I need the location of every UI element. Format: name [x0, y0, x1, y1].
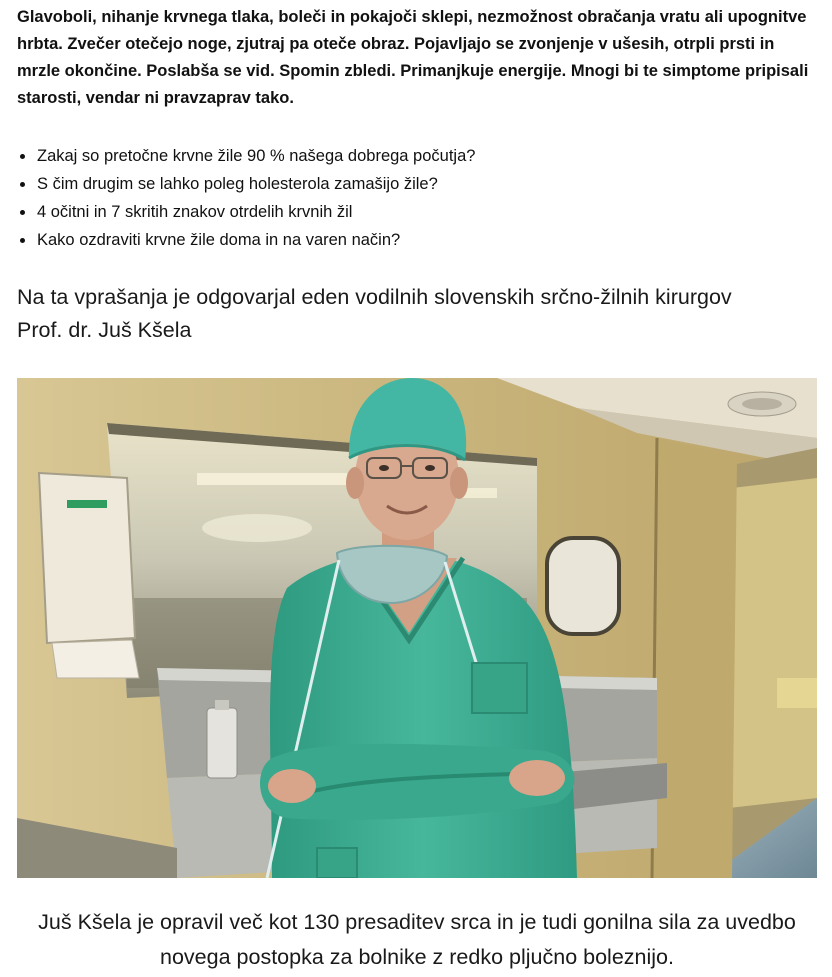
lead-line: Na ta vprašanja je odgovarjal eden vodilnih slovenskih srčno-žilnih kirurgov [17, 285, 732, 309]
photo-surgeon-in-operating-room-icon [17, 378, 817, 878]
photo-caption: Juš Kšela je opravil več kot 130 presaditev srca in je tudi gonilna sila za uvedbo novega postopka za bolnike z redko pljučno boleznijo. [38, 910, 796, 969]
list-item: 4 očitni in 7 skritih znakov otrdelih krvnih žil [17, 198, 817, 226]
lead-paragraph [17, 281, 817, 347]
list-item: Kako ozdraviti krvne žile doma in na varen način? [17, 226, 817, 254]
question-list [17, 142, 817, 254]
surgeon-photo [17, 378, 817, 878]
list-item: Zakaj so pretočne krvne žile 90 % našega dobrega počutja? [17, 142, 817, 170]
list-item: S čim drugim se lahko poleg holesterola zamašijo žile? [17, 170, 817, 198]
lead-author: Prof. dr. Juš Kšela [17, 318, 192, 342]
intro-paragraph: Glavoboli, nihanje krvnega tlaka, boleči in pokajoči sklepi, nezmožnost obračanja vratu ali upognitve hrbta. Zvečer otečejo noge, zjutraj pa oteče obraz. Pojavljajo se zvonjenje v ušesih, otrpli prsti in mrzle okončine. Poslabša se vid. Spomin zbledi. Primanjkuje energije. Mnogi bi te simptome pripisali starosti, vendar ni pravzaprav tako. [17, 8, 809, 107]
